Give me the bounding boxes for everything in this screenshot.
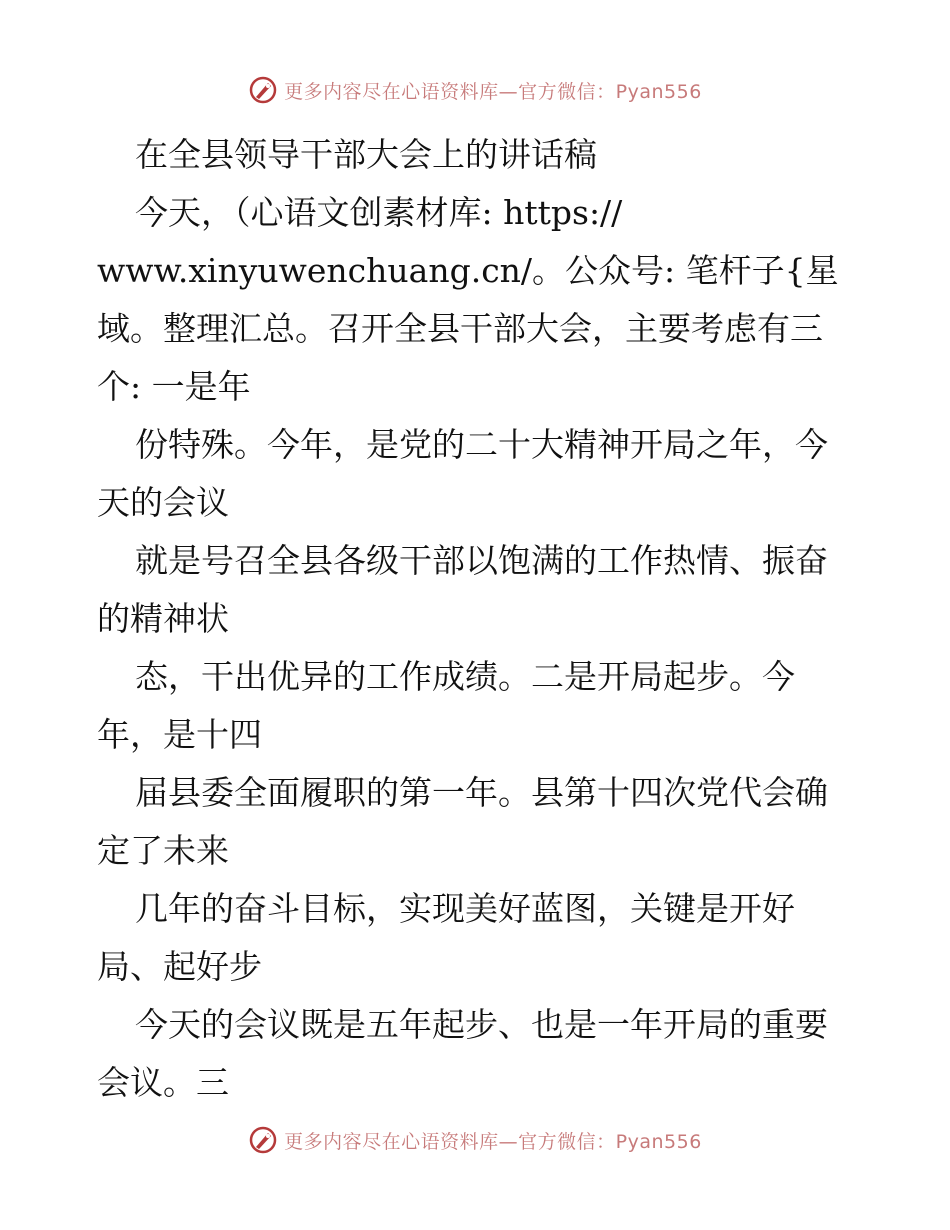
paragraph-line: 的精神状 (97, 599, 229, 638)
paragraph-line: 会议。三 (97, 1063, 229, 1102)
paragraph-line: 态，干出优异的工作成绩。二是开局起步。今 (135, 657, 795, 696)
paragraph-line: 局、起好步 (97, 947, 262, 986)
paragraph-line: 今天，（心语文创素材库: https:// (135, 193, 623, 232)
paragraph-line: 几年的奋斗目标，实现美好蓝图，关键是开好 (135, 889, 795, 928)
page-footer-banner (0, 1122, 950, 1158)
paragraph-line: 届县委全面履职的第一年。县第十四次党代会确 (135, 773, 828, 812)
paragraph-line: 个: 一是年 (97, 367, 251, 406)
pen-nib-logo-icon (248, 75, 278, 105)
paragraph-line: 份特殊。今年，是党的二十大精神开局之年，今 (135, 425, 828, 464)
document-body (97, 126, 857, 1112)
paragraph-line: www.xinyuwenchuang.cn/。公众号: 笔杆子{星 (97, 251, 839, 290)
paragraph-line: 就是号召全县各级干部以饱满的工作热情、振奋 (135, 541, 828, 580)
header-banner-text: 更多内容尽在心语资料库—官方微信：Pyan556 (284, 80, 702, 103)
pen-nib-logo-icon (248, 1125, 278, 1155)
paragraph-line: 域。整理汇总。召开全县干部大会，主要考虑有三 (97, 309, 823, 348)
document-title: 在全县领导干部大会上的讲话稿 (135, 135, 597, 174)
paragraph-line: 今天的会议既是五年起步、也是一年开局的重要 (135, 1005, 828, 1044)
footer-banner-text: 更多内容尽在心语资料库—官方微信：Pyan556 (284, 1130, 702, 1153)
paragraph-line: 天的会议 (97, 483, 229, 522)
page-header-banner (0, 72, 950, 108)
paragraph-line: 定了未来 (97, 831, 229, 870)
paragraph-line: 年，是十四 (97, 715, 262, 754)
